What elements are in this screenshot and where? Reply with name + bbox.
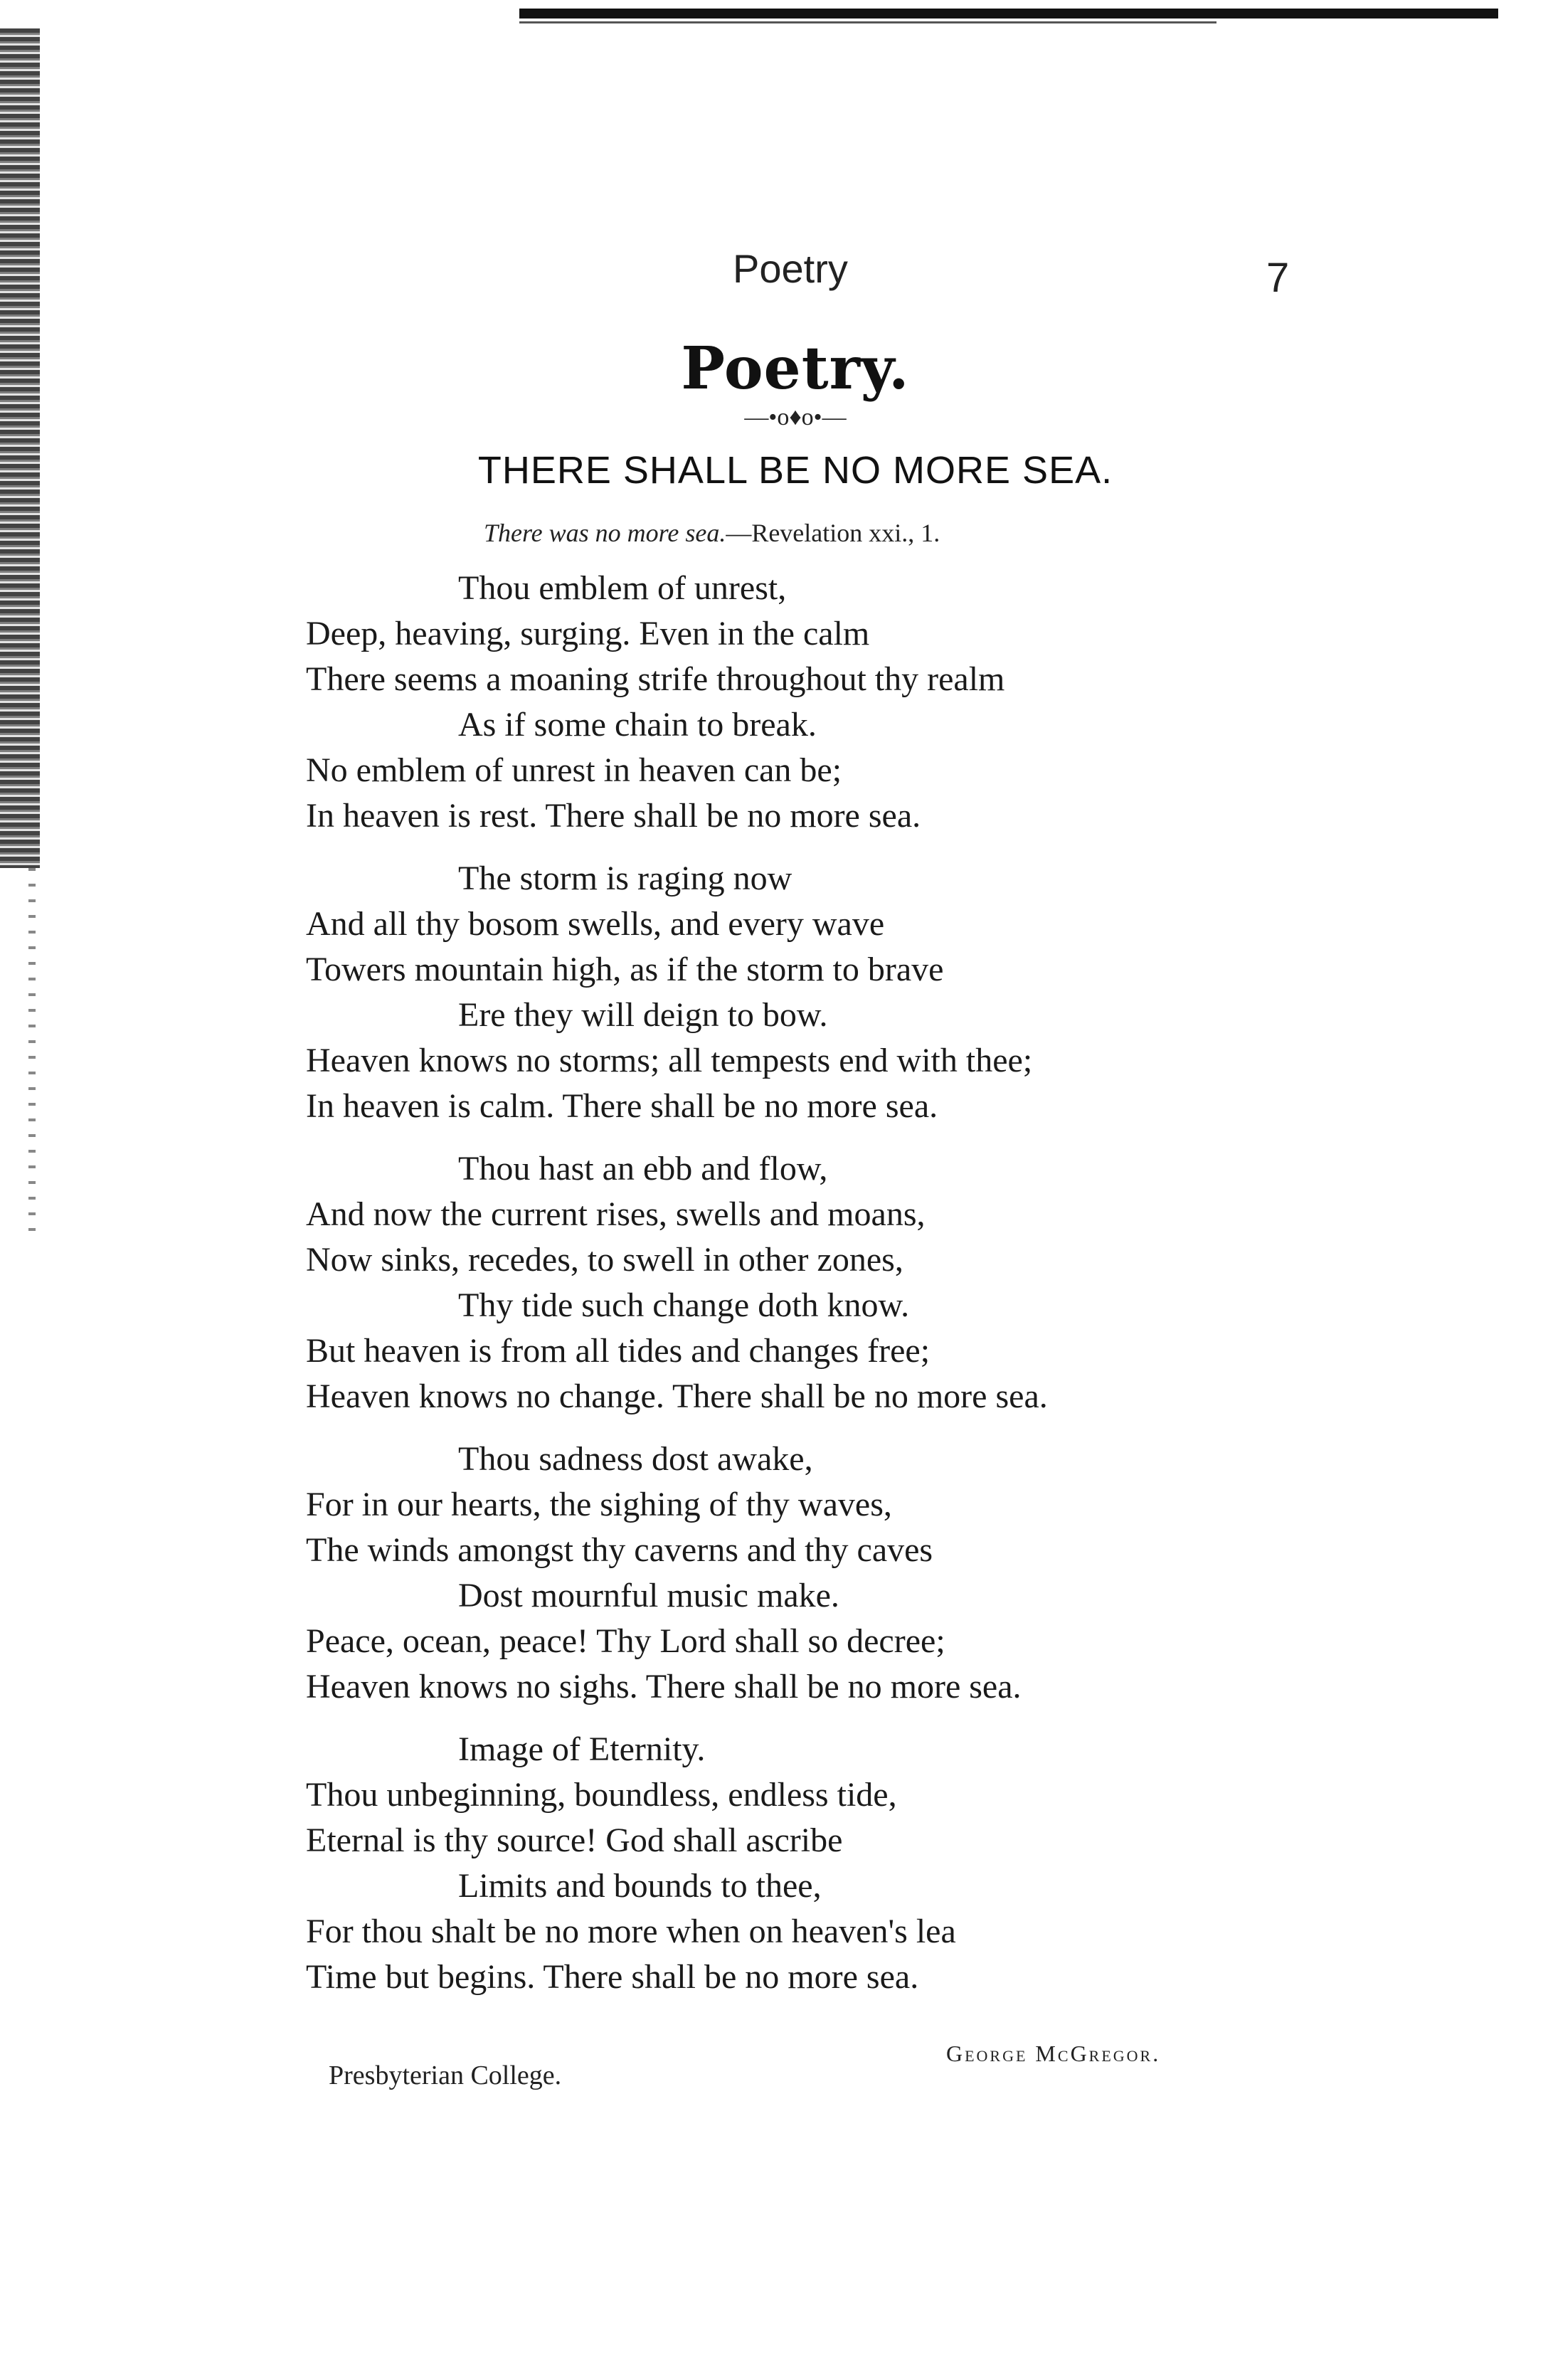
poem-line: But heaven is from all tides and changes free;: [306, 1332, 931, 1370]
poem-line: In heaven is calm. There shall be no more sea.: [306, 1087, 938, 1125]
stanza: [306, 1146, 1281, 1419]
epigraph-source: —Revelation xxi., 1.: [726, 519, 940, 547]
poem-line: Dost mournful music make.: [458, 1577, 839, 1614]
running-title: Poetry: [733, 246, 848, 291]
poem-line: Thou sadness dost awake,: [458, 1440, 813, 1478]
poem-line: For in our hearts, the sighing of thy waves,: [306, 1486, 892, 1523]
poem-line: Image of Eternity.: [458, 1730, 706, 1768]
top-border-rule: [519, 9, 1498, 18]
poem-line: Eternal is thy source! God shall ascribe: [306, 1821, 843, 1859]
stanza: [306, 566, 1281, 839]
poem-line: Time but begins. There shall be no more sea.: [306, 1958, 919, 1996]
poem-title: THERE SHALL BE NO MORE SEA.: [477, 449, 1113, 492]
poem-line: There seems a moaning strife throughout thy realm: [306, 660, 1005, 698]
poem-line: Now sinks, recedes, to swell in other zones,: [306, 1241, 903, 1279]
poem-line: The winds amongst thy caverns and thy caves: [306, 1531, 933, 1569]
poem-line: Thou emblem of unrest,: [458, 569, 787, 607]
poem-line: No emblem of unrest in heaven can be;: [306, 751, 842, 789]
top-border-thin-rule: [519, 21, 1216, 23]
epigraph-quote: There was no more sea.: [484, 519, 726, 547]
poem-line: Ere they will deign to bow.: [458, 996, 828, 1034]
author-affiliation: Presbyterian College.: [329, 2061, 562, 2090]
poem-line: In heaven is rest. There shall be no more sea.: [306, 797, 921, 835]
poem-line: Limits and bounds to thee,: [458, 1867, 822, 1905]
poem-body: [306, 566, 1281, 2017]
poem-line: And now the current rises, swells and moans,: [306, 1195, 926, 1233]
poem-line: Heaven knows no sighs. There shall be no more sea.: [306, 1668, 1022, 1705]
poem-line: The storm is raging now: [458, 860, 792, 897]
stanza: [306, 1437, 1281, 1710]
scan-binding-specks: [28, 868, 36, 1238]
poem-line: And all thy bosom swells, and every wave: [306, 905, 885, 943]
stanza: [306, 1727, 1281, 2000]
poem-line: Thou hast an ebb and flow,: [458, 1150, 828, 1188]
poem-line: Thou unbeginning, boundless, endless tide,: [306, 1776, 897, 1814]
poem-line: Peace, ocean, peace! Thy Lord shall so decree;: [306, 1622, 945, 1660]
poem-line: Thy tide such change doth know.: [458, 1286, 910, 1324]
ornament-divider: —•o♦o•—: [744, 404, 847, 430]
author-signature: George McGregor.: [946, 2041, 1161, 2066]
page-number: 7: [1266, 255, 1290, 301]
poem-line: Heaven knows no change. There shall be no more sea.: [306, 1377, 1048, 1415]
page-header: [0, 245, 1548, 302]
poem-line: For thou shalt be no more when on heaven's lea: [306, 1913, 956, 1950]
epigraph: [484, 518, 940, 548]
poem-line: As if some chain to break.: [458, 706, 817, 744]
poem-line: Towers mountain high, as if the storm to brave: [306, 951, 944, 988]
stanza: [306, 856, 1281, 1129]
poem-line: Heaven knows no storms; all tempests end with thee;: [306, 1042, 1033, 1079]
poem-line: Deep, heaving, surging. Even in the calm: [306, 615, 870, 652]
section-title: Poetry.: [681, 334, 910, 403]
